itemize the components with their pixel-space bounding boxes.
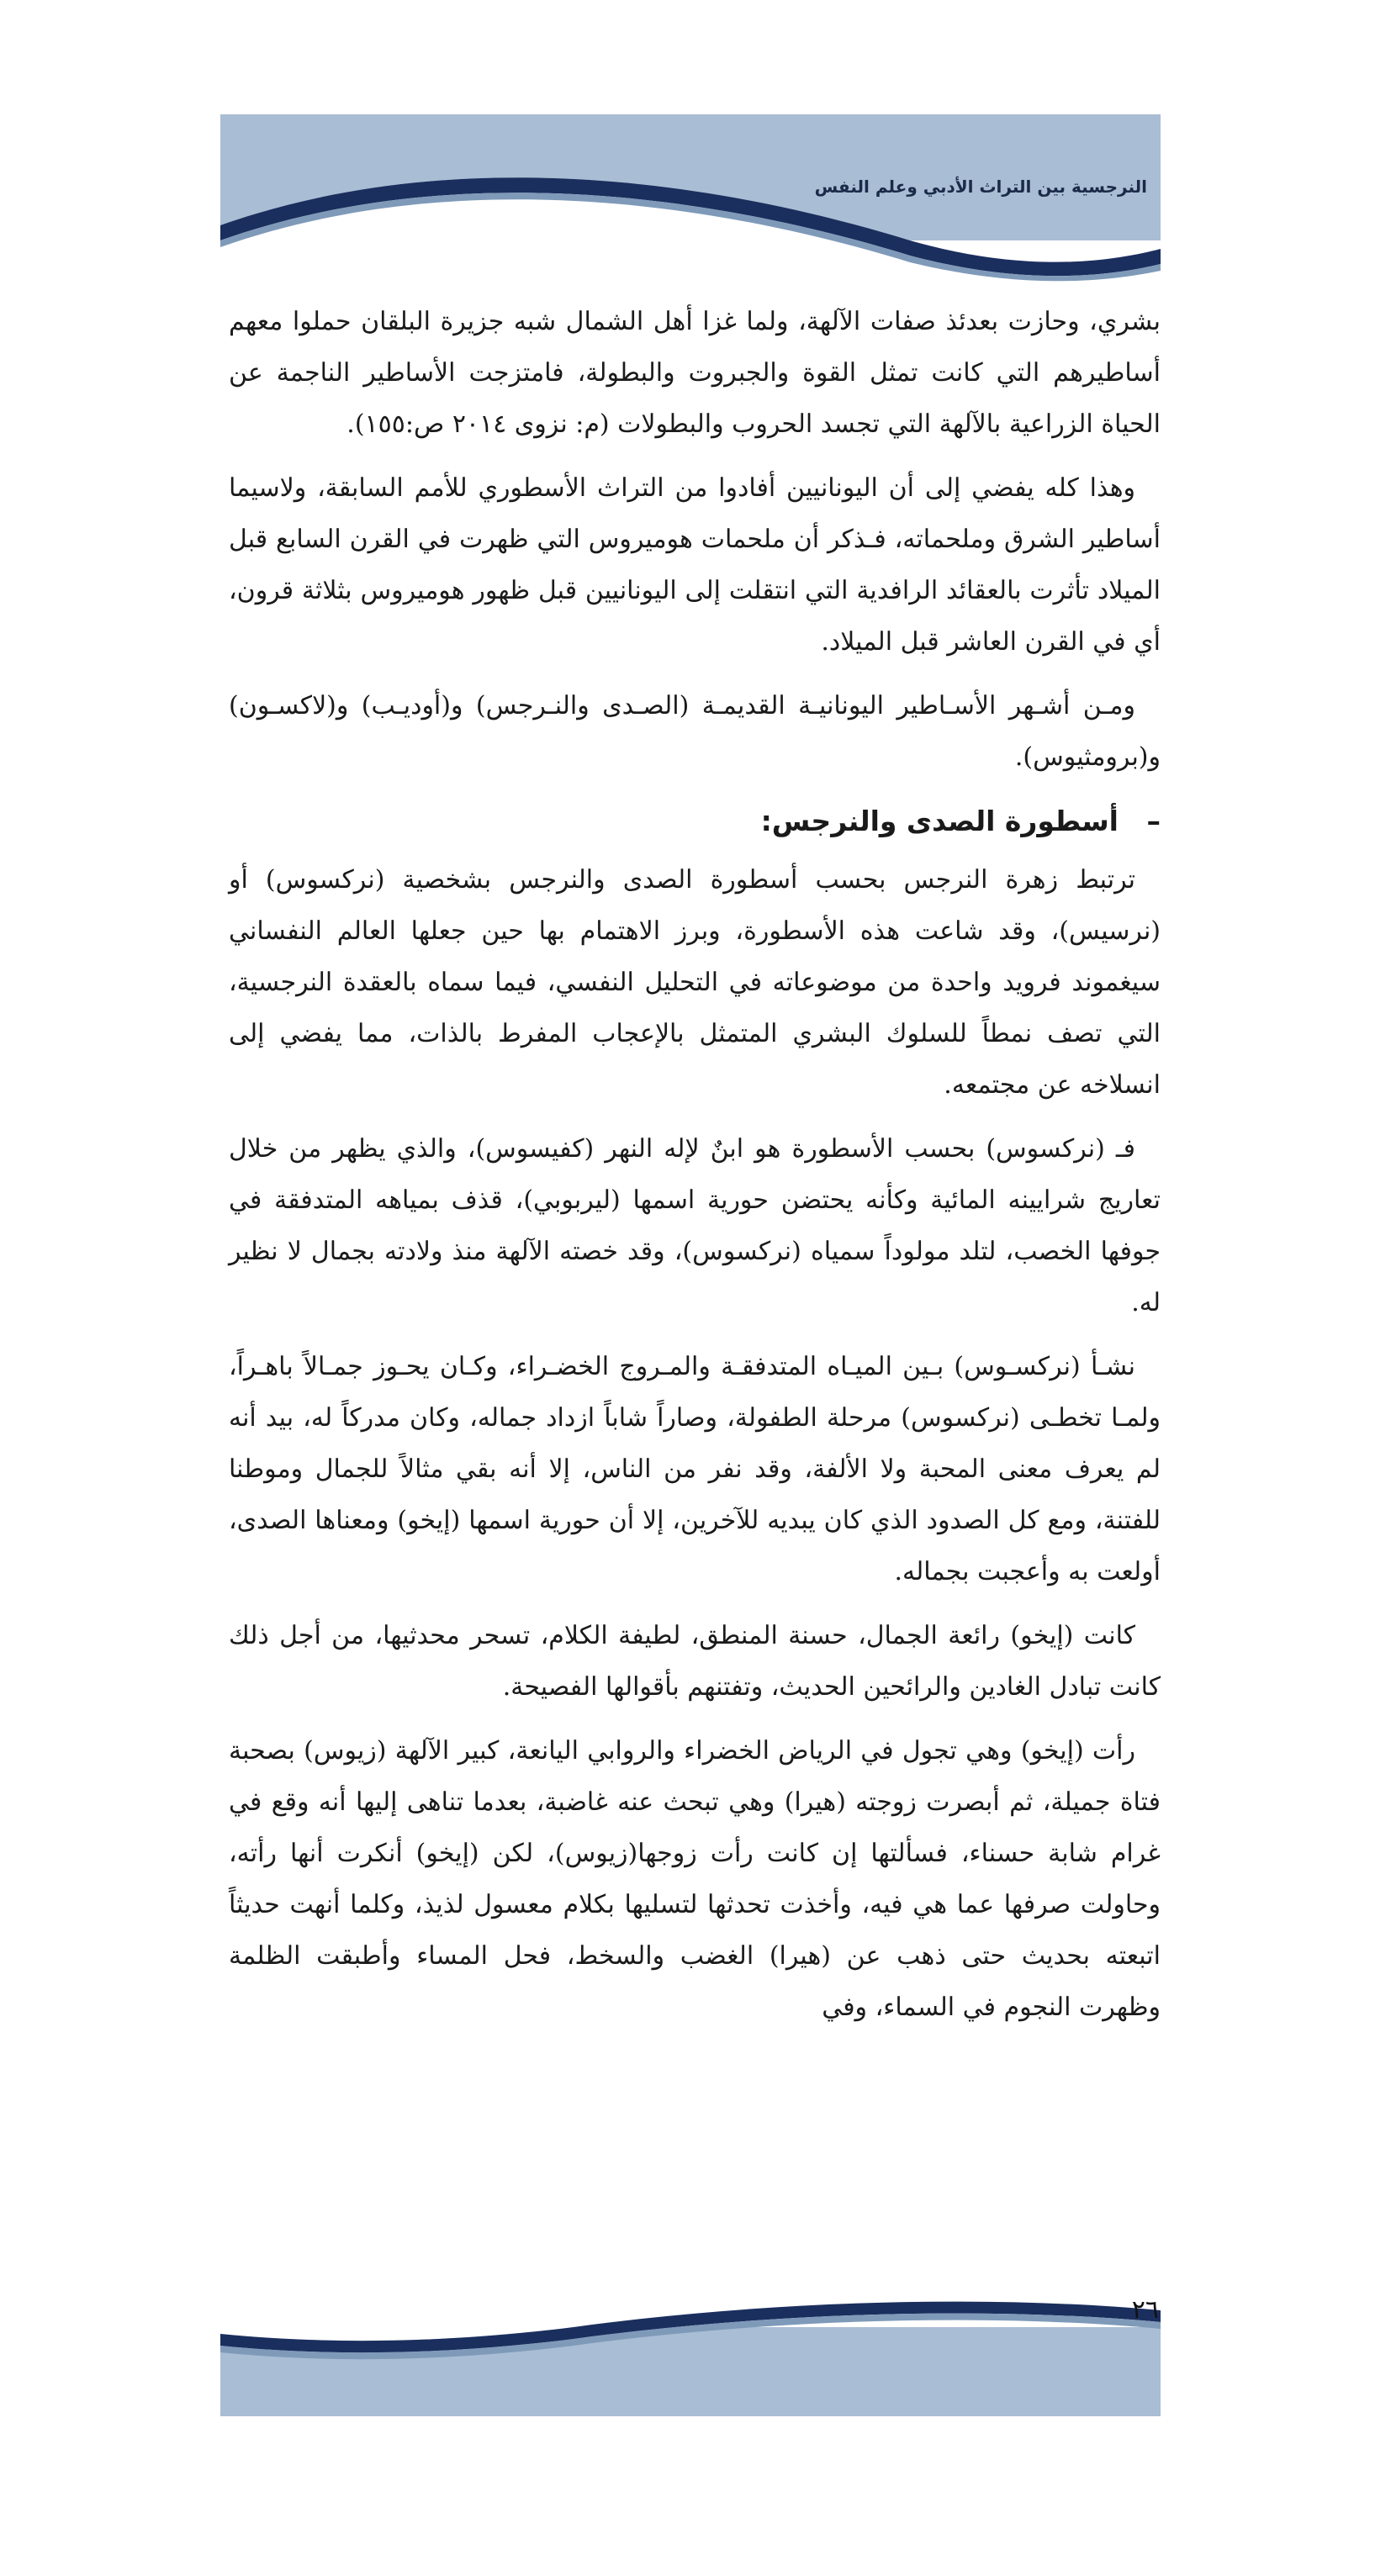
paragraph: وهذا كله يفضي إلى أن اليونانيين أفادوا من التراث الأسطوري للأمم السابقة، ولاسيما أساطير الشرق وملحماته، فـذكر أن ملحمات هوميروس التي ظهرت في القرن السابع قبل الميلاد تأثرت بالعقائد الرافدية التي انتقلت إلى اليونانيين قبل ظهور هوميروس بثلاثة قرون، أي في القرن العاشر قبل الميلاد.	[229, 473, 1161, 657]
paragraph: كانت (إيخو) رائعة الجمال، حسنة المنطق، لطيفة الكلام، تسحر محدثيها، من أجل ذلك كانت تبادل الغادين والرائحين الحديث، وتفتنهم بأقوالها الفصيحة.	[229, 1621, 1161, 1702]
section-heading-text: أسطورة الصدى والنرجس:	[760, 805, 1119, 837]
header-wave-graphic	[220, 114, 1161, 282]
footer-band	[220, 2294, 1161, 2416]
paragraph: ومـن أشـهر الأسـاطير اليونانيـة القديمـة (الصـدى والنـرجس) و(أوديـب) و(لاكسـون) و(برومثيوس).	[229, 691, 1161, 772]
header-band	[220, 114, 1161, 282]
paragraph: نشـأ (نركسـوس) بـين الميـاه المتدفقـة والمـروج الخضـراء، وكـان يحـوز جمـالاً باهـراً، ولمـا تخطـى (نركسوس) مرحلة الطفولة، وصاراً شاباً ازداد جماله، وكان مدركاً له، بيد أنه لم يعرف معنى المحبة ولا الألفة، وقد نفر من الناس، إلا أنه بقي مثالاً للجمال وموطنا للفتنة، ومع كل الصدود الذي كان يبديه للآخرين، إلا أن حورية اسمها (إيخو) ومعناها الصدى، أولعت به وأعجبت بجماله.	[229, 1352, 1161, 1586]
paragraph: رأت (إيخو) وهي تجول في الرياض الخضراء والروابي اليانعة، كبير الآلهة (زيوس) بصحبة فتاة جميلة، ثم أبصرت زوجته (هيرا) وهي تبحث عنه غاضبة، بعدما تناهى إليها أنه وقع في غرام شابة حسناء، فسألتها إن كانت رأت زوجها(زيوس)، لكن (إيخو) أنكرت أنها رأته، وحاولت صرفها عما هي فيه، وأخذت تحدثها لتسليها بكلام معسول لذيذ، وكلما أنهت حديثاً اتبعته بحديث حتى ذهب عن (هيرا) الغضب والسخط، فحل المساء وأطبقت الظلمة وظهرت النجوم في السماء، وفي	[229, 1736, 1161, 2022]
section-heading-dash: –	[1146, 805, 1161, 837]
section-heading	[229, 795, 1161, 847]
header-title: النرجسية بين التراث الأدبي وعلم النفس	[814, 177, 1147, 197]
paragraph: ترتبط زهرة النرجس بحسب أسطورة الصدى والنرجس بشخصية (نركسوس) أو (نرسيس)، وقد شاعت هذه الأسطورة، وبرز الاهتمام بها حين جعلها العالم النفساني سيغموند فرويد واحدة من موضوعاته في التحليل النفسي، فيما سماه بالعقدة النرجسية، التي تصف نمطاً للسلوك البشري المتمثل بالإعجاب المفرط بالذات، مما يفضي إلى انسلاخه عن مجتمعه.	[229, 865, 1161, 1100]
footer-wave-graphic	[220, 2294, 1161, 2416]
page-number: ٢٦	[1131, 2295, 1159, 2325]
paragraph: بشري، وحازت بعدئذ صفات الآلهة، ولما غزا أهل الشمال شبه جزيرة البلقان حملوا معهم أساطيرهم التي كانت تمثل القوة والجبروت والبطولة، فامتزجت الأساطير الناجمة عن الحياة الزراعية بالآلهة التي تجسد الحروب والبطولات (م: نزوى ٢٠١٤ ص:١٥٥).	[229, 307, 1161, 439]
body-text	[229, 296, 1161, 2045]
paragraph: فـ (نركسوس) بحسب الأسطورة هو ابنٌ لإله النهر (كفيسوس)، والذي يظهر من خلال تعاريج شرايينه المائية وكأنه يحتضن حورية اسمها (ليربوبي)، قذف بمياهه المتدفقة في جوفها الخصب، لتلد مولوداً سمياه (نركسوس)، وقد خصته الآلهة منذ ولادته بجمال لا نظير له.	[229, 1134, 1161, 1317]
